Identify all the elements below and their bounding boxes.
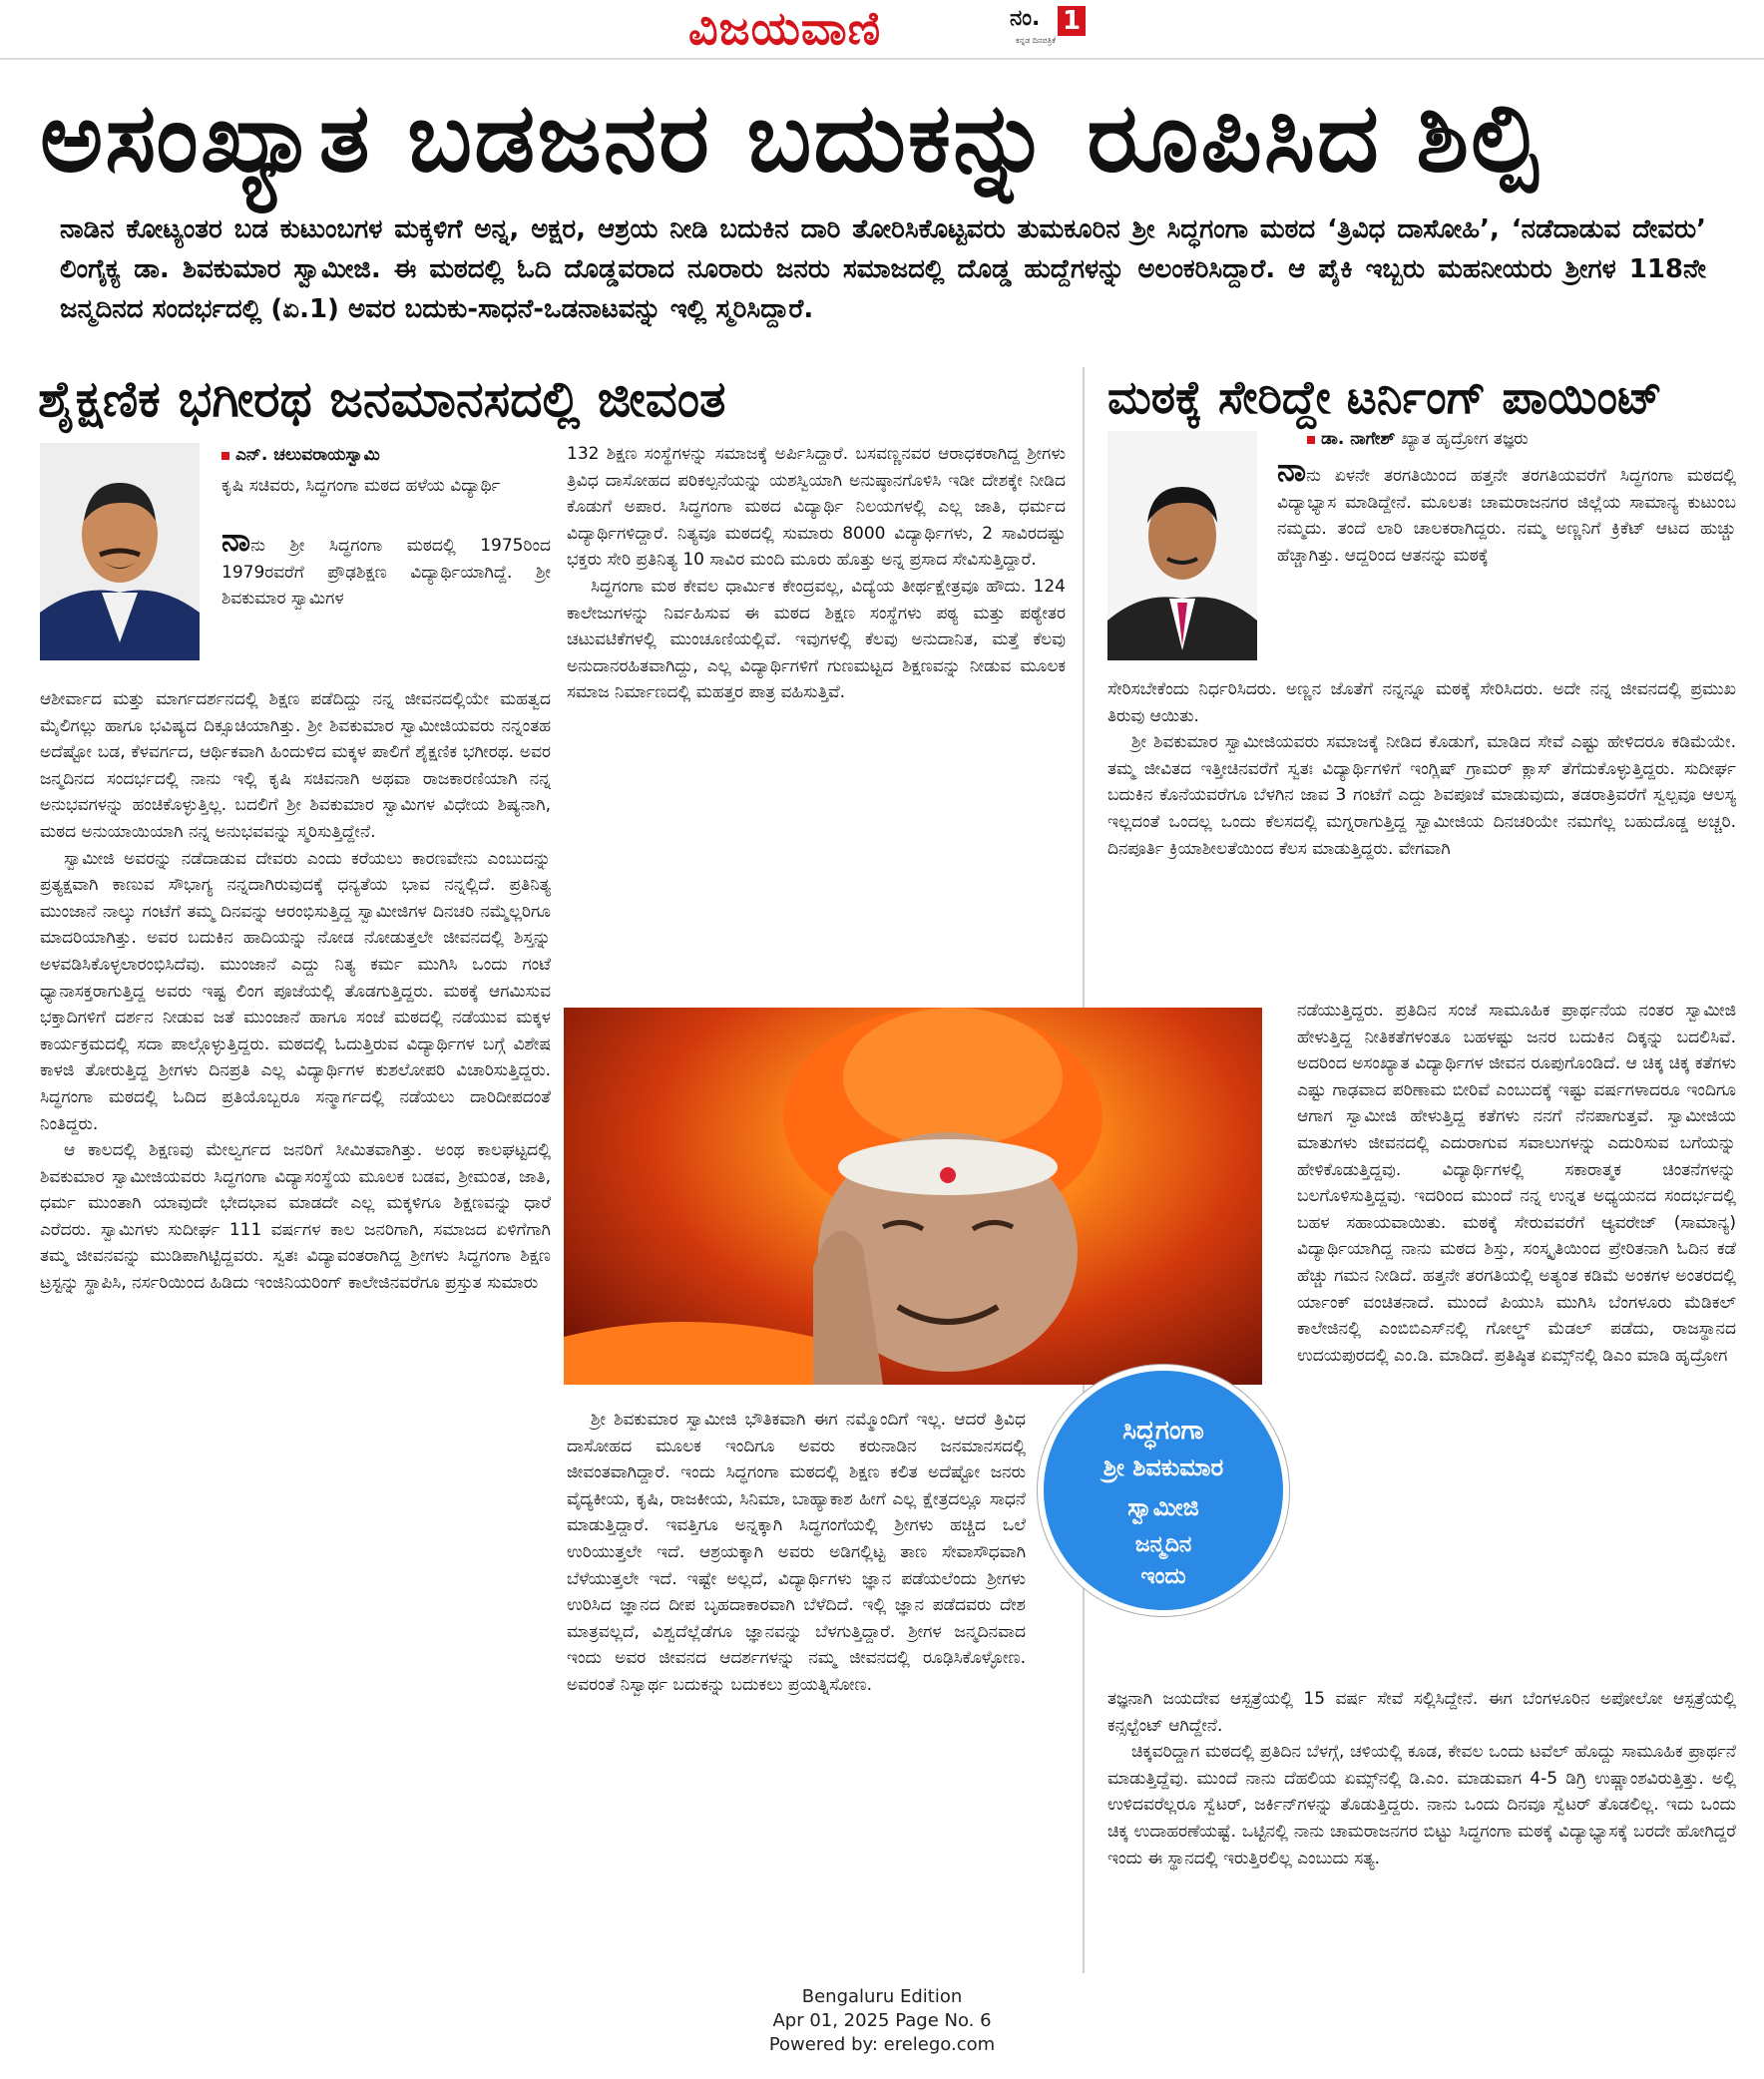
footer-powered-by: Powered by: erelego.com: [768, 2034, 996, 2055]
left-col1-para-3: ಆ ಕಾಲದಲ್ಲಿ ಶಿಕ್ಷಣವು ಮೇಲ್ವರ್ಗದ ಜನರಿಗೆ ಸೀಮಿತವಾಗಿತ್ತು. ಅಂಥ ಕಾಲಘಟ್ಟದಲ್ಲಿ ಶಿವಕುಮಾರ ಸ್ವಾಮೀಜಿಯವರು ಸಿದ್ಧಗಂಗಾ ವಿದ್ಯಾಸಂಸ್ಥೆಯ ಮೂಲಕ ಬಡವ, ಶ್ರೀಮಂತ, ಜಾತಿ, ಧರ್ಮ ಮುಂತಾಗಿ ಯಾವುದೇ ಭೇದಭಾವ ಮಾಡದೇ ಎಲ್ಲ ಮಕ್ಕಳಿಗೂ ಶಿಕ್ಷಣವನ್ನು ಧಾರೆ ಎರೆದರು. ಸ್ವಾಮಿಗಳು ಸುದೀರ್ಘ 111 ವರ್ಷಗಳ ಕಾಲ ಜನರಿಗಾಗಿ, ಸಮಾಜದ ಏಳಿಗೆಗಾಗಿ ತಮ್ಮ ಜೀವನವನ್ನು ಮುಡಿಪಾಗಿಟ್ಟಿದ್ದವರು. ಸ್ವತಃ ವಿದ್ಯಾವಂತರಾಗಿದ್ದ ಶ್ರೀಗಳು ಸಿದ್ಧಗಂಗಾ ಶಿಕ್ಷಣ ಟ್ರಸ್ಟನ್ನು ಸ್ಥಾಪಿಸಿ, ನರ್ಸರಿಯಿಂದ ಹಿಡಿದು ಇಂಜಿನಿಯರಿಂಗ್ ಕಾಲೇಜಿನವರೆಗೂ ಪ್ರಸ್ತುತ ಸುಮಾರು: [40, 1140, 551, 1294]
right-column-bottom: [1107, 1686, 1736, 1871]
newspaper-logo: ವಿಜಯವಾಣಿ: [688, 1, 882, 55]
right-para-2-end: ತಜ್ಞನಾಗಿ ಜಯದೇವ ಆಸ್ಪತ್ರೆಯಲ್ಲಿ 15 ವರ್ಷ ಸೇವೆ ಸಲ್ಲಿಸಿದ್ದೇನೆ. ಈಗ ಬೆಂಗಳೂರಿನ ಅಪೋಲೋ ಆಸ್ಪತ್ರೆಯಲ್ಲಿ ಕನ್ಸಲ್ಟೆಂಟ್ ಆಗಿದ್ದೇನೆ.: [1107, 1689, 1736, 1736]
byline-author: ಎನ್. ಚಲುವರಾಯಸ್ವಾಮಿ: [235, 445, 380, 465]
footer-date-page: Apr 01, 2025 Page No. 6: [772, 2010, 992, 2031]
right-drop-cap: ನಾ: [1277, 451, 1307, 489]
circle-line-3: ಸ್ವಾಮೀಜಿ: [1127, 1493, 1199, 1521]
right-lead-text: ನು ಏಳನೇ ತರಗತಿಯಿಂದ ಹತ್ತನೇ ತರಗತಿಯವರೆಗೆ ಸಿದ್ಧಗಂಗಾ ಮಠದಲ್ಲಿ ವಿದ್ಯಾಭ್ಯಾಸ ಮಾಡಿದ್ದೇನೆ. ಮೂಲತಃ ಚಾಮರಾಜನಗರ ಜಿಲ್ಲೆಯ ಸಾಮಾನ್ಯ ಕುಟುಂಬ ನಮ್ಮದು. ತಂದೆ ಲಾರಿ ಚಾಲಕರಾಗಿದ್ದರು. ನಮ್ಮ ಅಣ್ಣನಿಗೆ ಕ್ರಿಕೆಟ್ ಆಟದ ಹುಚ್ಚು ಹೆಚ್ಚಾಗಿತ್ತು. ಆದ್ದರಿಂದ ಆತನನ್ನು ಮಠಕ್ಕೆ: [1277, 466, 1736, 566]
left-byline-role: ಕೃಷಿ ಸಚಿವರು, ಸಿದ್ಧಗಂಗಾ ಮಠದ ಹಳೆಯ ವಿದ್ಯಾರ್ಥಿ: [221, 476, 501, 496]
byline-marker: [221, 452, 229, 460]
right-column-wide: [1107, 676, 1736, 862]
right-para-2: ಶ್ರೀ ಶಿವಕುಮಾರ ಸ್ವಾಮೀಜಿಯವರು ಸಮಾಜಕ್ಕೆ ನೀಡಿದ ಕೊಡುಗೆ, ಮಾಡಿದ ಸೇವೆ ಎಷ್ಟು ಹೇಳಿದರೂ ಕಡಿಮೆಯೇ. ತಮ್ಮ ಜೀವಿತದ ಇತ್ತೀಚಿನವರೆಗೆ ಸ್ವತಃ ವಿದ್ಯಾರ್ಥಿಗಳಿಗೆ ಇಂಗ್ಲಿಷ್ ಗ್ರಾಮರ್ ಕ್ಲಾಸ್ ತೆಗೆದುಕೊಳ್ಳುತ್ತಿದ್ದರು. ಸುದೀರ್ಘ ಬದುಕಿನ ಕೊನೆಯವರೆಗೂ ಬೆಳಗಿನ ಜಾವ 3 ಗಂಟೆಗೆ ಎದ್ದು ಶಿವಪೂಜೆ ಮಾಡುವುದು, ತಡರಾತ್ರಿವರೆಗೆ ಸ್ವಲ್ಪವೂ ಆಲಸ್ಯ ಇಲ್ಲದಂತೆ ಒಂದಲ್ಲ ಒಂದು ಕೆಲಸದಲ್ಲಿ ಮಗ್ನರಾಗುತ್ತಿದ್ದ ಸ್ವಾಮೀಜಿಯ ದಿನಚರಿಯೇ ನಮಗೆಲ್ಲ ಬಹುದೊಡ್ಡ ಅಚ್ಚರಿ. ದಿನಪೂರ್ತಿ ಕ್ರಿಯಾಶೀಲತೆಯಿಂದ ಕೆಲಸ ಮಾಡುತ್ತಿದ್ದರು. ವೇಗವಾಗಿ: [1107, 732, 1736, 859]
swamiji-photo: [564, 1008, 1262, 1385]
circle-line-4: ಜನ್ಮದಿನ: [1134, 1532, 1192, 1557]
right-byline: [1307, 429, 1746, 449]
masthead-divider: [0, 58, 1764, 60]
swamiji-illustration: [564, 1008, 1262, 1385]
left-drop-cap: ನಾ: [221, 521, 251, 559]
right-para-1-rest: ಸೇರಿಸಬೇಕೆಂದು ನಿರ್ಧರಿಸಿದರು. ಅಣ್ಣನ ಜೊತೆಗೆ ನನ್ನನ್ನೂ ಮಠಕ್ಕೆ ಸೇರಿಸಿದರು. ಅದೇ ನನ್ನ ಜೀವನದಲ್ಲಿ ಪ್ರಮುಖ ತಿರುವು ಆಯಿತು.: [1107, 679, 1736, 726]
left-col1-para-2: ಸ್ವಾಮೀಜಿ ಅವರನ್ನು ನಡೆದಾಡುವ ದೇವರು ಎಂದು ಕರೆಯಲು ಕಾರಣವೇನು ಎಂಬುದನ್ನು ಪ್ರತ್ಯಕ್ಷವಾಗಿ ಕಾಣುವ ಸೌಭಾಗ್ಯ ನನ್ನದಾಗಿರುವುದಕ್ಕೆ ಧನ್ಯತೆಯ ಭಾವ ನನ್ನಲ್ಲಿದೆ. ಪ್ರತಿನಿತ್ಯ ಮುಂಜಾನೆ ನಾಲ್ಕು ಗಂಟೆಗೆ ತಮ್ಮ ದಿನವನ್ನು ಆರಂಭಿಸುತ್ತಿದ್ದ ಸ್ವಾಮೀಜಿಗಳ ದಿನಚರಿ ನಮ್ಮೆಲ್ಲರಿಗೂ ಮಾದರಿಯಾಗಿತ್ತು. ಅವರ ಬದುಕಿನ ಹಾದಿಯನ್ನು ನೋಡ ನೋಡುತ್ತಲೇ ಜೀವನದಲ್ಲಿ ಶಿಸ್ತನ್ನು ಅಳವಡಿಸಿಕೊಳ್ಳಲಾರಂಭಿಸಿದೆವು. ಮುಂಜಾನೆ ಎದ್ದು ನಿತ್ಯ ಕರ್ಮ ಮುಗಿಸಿ ಒಂದು ಗಂಟೆ ಧ್ಯಾನಾಸಕ್ತರಾಗುತ್ತಿದ್ದ ಅವರು ಇಷ್ಟ ಲಿಂಗ ಪೂಜೆಯಲ್ಲಿ ತೊಡಗುತ್ತಿದ್ದರು. ಮಠಕ್ಕೆ ಆಗಮಿಸುವ ಭಕ್ತಾದಿಗಳಿಗೆ ದರ್ಶನ ನೀಡುವ ಜತೆ ಮುಂಜಾನೆ ಹಾಗೂ ಸಂಜೆ ಮಠದಲ್ಲಿ ನಡೆಯುವ ಮಕ್ಕಳ ಕಾರ್ಯಕ್ರಮದಲ್ಲಿ ಸದಾ ಪಾಲ್ಗೊಳ್ಳುತ್ತಿದ್ದರು. ಮಠದಲ್ಲಿ ಓದುತ್ತಿರುವ ವಿದ್ಯಾರ್ಥಿಗಳ ಬಗ್ಗೆ ವಿಶೇಷ ಕಾಳಜಿ ತೋರುತ್ತಿದ್ದ ಶ್ರೀಗಳು ದಿನಪ್ರತಿ ಎಲ್ಲ ವಿದ್ಯಾರ್ಥಿಗಳ ಕುಶಲೋಪರಿ ವಿಚಾರಿಸುತ್ತಿದ್ದರು. ಸಿದ್ಧಗಂಗಾ ಮಠದಲ್ಲಿ ಓದಿದ ಪ್ರತಿಯೊಬ್ಬರೂ ಸನ್ಮಾರ್ಗದಲ್ಲಿ ನಡೆಯಲು ದಾರಿದೀಪದಂತೆ ನಿಂತಿದ್ದರು.: [40, 848, 551, 1134]
footer-edition: Bengaluru Edition: [801, 1986, 963, 2007]
left-byline: [221, 445, 551, 465]
intro-paragraph: ನಾಡಿನ ಕೋಟ್ಯಂತರ ಬಡ ಕುಟುಂಬಗಳ ಮಕ್ಕಳಿಗೆ ಅನ್ನ, ಅಕ್ಷರ, ಆಶ್ರಯ ನೀಡಿ ಬದುಕಿನ ದಾರಿ ತೋರಿಸಿಕೊಟ್ಟವರು ತುಮಕೂರಿನ ಶ್ರೀ ಸಿದ್ಧಗಂಗಾ ಮಠದ ‘ತ್ರಿವಿಧ ದಾಸೋಹಿ’, ‘ನಡೆದಾಡುವ ದೇವರು’ ಲಿಂಗೈಕ್ಯ ಡಾ. ಶಿವಕುಮಾರ ಸ್ವಾಮೀಜಿ. ಈ ಮಠದಲ್ಲಿ ಓದಿ ದೊಡ್ಡವರಾದ ನೂರಾರು ಜನರು ಸಮಾಜದಲ್ಲಿ ದೊಡ್ಡ ಹುದ್ದೆಗಳನ್ನು ಅಲಂಕರಿಸಿದ್ದಾರೆ. ಆ ಪೈಕಿ ಇಬ್ಬರು ಮಹನೀಯರು ಶ್ರೀಗಳ 118ನೇ ಜನ್ಮದಿನದ ಸಂದರ್ಭದಲ್ಲಿ (ಏ.1) ಅವರ ಬದುಕು-ಸಾಧನೆ-ಒಡನಾಟವನ್ನು ಇಲ್ಲಿ ಸ್ಮರಿಸಿದ್ದಾರೆ.: [60, 214, 1706, 324]
left-column-2-bottom: [567, 1407, 1026, 1699]
left-article-lead: [221, 521, 551, 613]
left-col2-para-1: 132 ಶಿಕ್ಷಣ ಸಂಸ್ಥೆಗಳನ್ನು ಸಮಾಜಕ್ಕೆ ಅರ್ಪಿಸಿದ್ದಾರೆ. ಬಸವಣ್ಣನವರ ಆರಾಧಕರಾಗಿದ್ದ ಶ್ರೀಗಳು ತ್ರಿವಿಧ ದಾಸೋಹದ ಪರಿಕಲ್ಪನೆಯನ್ನು ಯಶಸ್ವಿಯಾಗಿ ಅನುಷ್ಠಾನಗೊಳಿಸಿ ಇಡೀ ದೇಶಕ್ಕೇ ನೀಡಿದ ಕೊಡುಗೆ ಅಪಾರ. ಸಿದ್ಧಗಂಗಾ ಮಠದ ವಿದ್ಯಾರ್ಥಿ ನಿಲಯಗಳಲ್ಲಿ ಎಲ್ಲ ಜಾತಿ, ಧರ್ಮದ ವಿದ್ಯಾರ್ಥಿಗಳಿದ್ದಾರೆ. ನಿತ್ಯವೂ ಮಠದಲ್ಲಿ ಸುಮಾರು 8000 ವಿದ್ಯಾರ್ಥಿಗಳು, 2 ಸಾವಿರದಷ್ಟು ಭಕ್ತರು ಸೇರಿ ಪ್ರತಿನಿತ್ಯ 10 ಸಾವಿರ ಮಂದಿ ಮೂರು ಹೊತ್ತು ಅನ್ನ ಪ್ರಸಾದ ಸೇವಿಸುತ್ತಿದ್ದಾರೆ.: [567, 444, 1066, 571]
badge-number: 1: [1058, 6, 1086, 36]
byline-marker-2: [1307, 436, 1315, 444]
left-lead-text: ನು ಶ್ರೀ ಸಿದ್ಧಗಂಗಾ ಮಠದಲ್ಲಿ 1975ರಿಂದ 1979ರವರೆಗೆ ಪ್ರೌಢಶಿಕ್ಷಣ ವಿದ್ಯಾರ್ಥಿಯಾಗಿದ್ದೆ. ಶ್ರೀ ಶಿವಕುಮಾರ ಸ್ವಾಮಿಗಳ: [221, 536, 551, 610]
right-article-heading: ಮಠಕ್ಕೆ ಸೇರಿದ್ದೇ ಟರ್ನಿಂಗ್ ಪಾಯಿಂಟ್: [1107, 370, 1662, 424]
left-col2-para-3: ಶ್ರೀ ಶಿವಕುಮಾರ ಸ್ವಾಮೀಜಿ ಭೌತಿಕವಾಗಿ ಈಗ ನಮ್ಮೊಂದಿಗೆ ಇಲ್ಲ. ಆದರೆ ತ್ರಿವಿಧ ದಾಸೋಹದ ಮೂಲಕ ಇಂದಿಗೂ ಅವರು ಕರುನಾಡಿನ ಜನಮಾನಸದಲ್ಲಿ ಜೀವಂತವಾಗಿದ್ದಾರೆ. ಇಂದು ಸಿದ್ಧಗಂಗಾ ಮಠದಲ್ಲಿ ಶಿಕ್ಷಣ ಕಲಿತ ಅದೆಷ್ಟೋ ಜನರು ವೈದ್ಯಕೀಯ, ಕೃಷಿ, ರಾಜಕೀಯ, ಸಿನಿಮಾ, ಬಾಹ್ಯಾಕಾಶ ಹೀಗೆ ಎಲ್ಲ ಕ್ಷೇತ್ರದಲ್ಲೂ ಸಾಧನೆ ಮಾಡುತ್ತಿದ್ದಾರೆ. ಇವತ್ತಿಗೂ ಅನ್ನಕ್ಕಾಗಿ ಸಿದ್ಧಗಂಗೆಯಲ್ಲಿ ಶ್ರೀಗಳು ಹಚ್ಚಿದ ಒಲೆ ಉರಿಯುತ್ತಲೇ ಇದೆ. ಆಶ್ರಯಕ್ಕಾಗಿ ಅವರು ಅಡಿಗಲ್ಲಿಟ್ಟ ತಾಣ ಸೇವಾಸೌಧವಾಗಿ ಬೆಳೆಯುತ್ತಲೇ ಇದೆ. ಇಷ್ಟೇ ಅಲ್ಲದೆ, ವಿದ್ಯಾರ್ಥಿಗಳು ಜ್ಞಾನ ಪಡೆಯಲೆಂದು ಶ್ರೀಗಳು ಉರಿಸಿದ ಜ್ಞಾನದ ದೀಪ ಬೃಹದಾಕಾರವಾಗಿ ಬೆಳೆದಿದೆ. ಇಲ್ಲಿ ಜ್ಞಾನ ಪಡೆದವರು ದೇಶ ಮಾತ್ರವಲ್ಲದೆ, ವಿಶ್ವದೆಲ್ಲೆಡೆಗೂ ಜ್ಞಾನವನ್ನು ಬೆಳಗುತ್ತಿದ್ದಾರೆ. ಶ್ರೀಗಳ ಜನ್ಮದಿನವಾದ ಇಂದು ಅವರ ಜೀವನದ ಆದರ್ಶಗಳನ್ನು ನಮ್ಮ ಜೀವನದಲ್ಲಿ ರೂಢಿಸಿಕೊಳ್ಳೋಣ. ಅವರಂತೆ ನಿಸ್ವಾರ್ಥ ಬದುಕನ್ನು ಬದುಕಲು ಪ್ರಯತ್ನಿಸೋಣ.: [567, 1410, 1026, 1695]
left-column-2-top: [567, 441, 1066, 706]
right-para-2-narrow: ನಡೆಯುತ್ತಿದ್ದರು. ಪ್ರತಿದಿನ ಸಂಜೆ ಸಾಮೂಹಿಕ ಪ್ರಾರ್ಥನೆಯ ನಂತರ ಸ್ವಾಮೀಜಿ ಹೇಳುತ್ತಿದ್ದ ನೀತಿಕತೆಗಳಂತೂ ಬಹಳಷ್ಟು ಜನರ ಬದುಕಿನ ದಿಕ್ಕನ್ನು ಬದಲಿಸಿವೆ. ಅದರಿಂದ ಅಸಂಖ್ಯಾತ ವಿದ್ಯಾರ್ಥಿಗಳ ಜೀವನ ರೂಪುಗೊಂಡಿದೆ. ಆ ಚಿಕ್ಕ ಚಿಕ್ಕ ಕತೆಗಳು ಎಷ್ಟು ಗಾಢವಾದ ಪರಿಣಾಮ ಬೀರಿವೆ ಎಂಬುದಕ್ಕೆ ಇಷ್ಟು ವರ್ಷಗಳಾದರೂ ಇಂದಿಗೂ ಆಗಾಗ ಸ್ವಾಮೀಜಿ ಹೇಳುತ್ತಿದ್ದ ಕತೆಗಳು ನನಗೆ ನೆನಪಾಗುತ್ತವೆ. ಸ್ವಾಮೀಜಿಯ ಮಾತುಗಳು ಜೀವನದಲ್ಲಿ ಎದುರಾಗುವ ಸವಾಲುಗಳನ್ನು ಎದುರಿಸುವ ಬಗೆಯನ್ನು ಹೇಳಿಕೊಡುತ್ತಿದ್ದವು. ವಿದ್ಯಾರ್ಥಿಗಳಲ್ಲಿ ಸಕಾರಾತ್ಮಕ ಚಿಂತನೆಗಳನ್ನು ಬಲಗೊಳಿಸುತ್ತಿದ್ದವು. ಇದರಿಂದ ಮುಂದೆ ನನ್ನ ಉನ್ನತ ಅಧ್ಯಯನದ ಸಂದರ್ಭದಲ್ಲಿ ಬಹಳ ಸಹಾಯವಾಯಿತು. ಮಠಕ್ಕೆ ಸೇರುವವರೆಗೆ ಆ್ಯವರೇಜ್ (ಸಾಮಾನ್ಯ) ವಿದ್ಯಾರ್ಥಿಯಾಗಿದ್ದ ನಾನು ಮಠದ ಶಿಸ್ತು, ಸಂಸ್ಕೃತಿಯಿಂದ ಪ್ರೇರಿತನಾಗಿ ಓದಿನ ಕಡೆ ಹೆಚ್ಚು ಗಮನ ನೀಡಿದೆ. ಹತ್ತನೇ ತರಗತಿಯಲ್ಲಿ ಅತ್ಯಂತ ಕಡಿಮೆ ಅಂಕಗಳ ಅಂತರದಲ್ಲಿ ರ್ಯಾಂಕ್ ವಂಚಿತನಾದೆ. ಮುಂದೆ ಪಿಯುಸಿ ಮುಗಿಸಿ ಬೆಂಗಳೂರು ಮೆಡಿಕಲ್ ಕಾಲೇಜಿನಲ್ಲಿ ಎಂಬಿಬಿಎಸ್‌ನಲ್ಲಿ ಗೋಲ್ಡ್ ಮೆಡಲ್ ಪಡೆದು, ರಾಜಸ್ಥಾನದ ಉದಯಪುರದಲ್ಲಿ ಎಂ.ಡಿ. ಮಾಡಿದೆ. ಪ್ರತಿಷ್ಠಿತ ಏಮ್ಸ್‌ನಲ್ಲಿ ಡಿಎಂ ಮಾಡಿ ಹೃದ್ರೋಗ: [1297, 1001, 1736, 1366]
left-col2-para-2: ಸಿದ್ಧಗಂಗಾ ಮಠ ಕೇವಲ ಧಾರ್ಮಿಕ ಕೇಂದ್ರವಲ್ಲ, ವಿದ್ಯೆಯ ತೀರ್ಥಕ್ಷೇತ್ರವೂ ಹೌದು. 124 ಕಾಲೇಜುಗಳನ್ನು ನಿರ್ವಹಿಸುವ ಈ ಮಠದ ಶಿಕ್ಷಣ ಸಂಸ್ಥೆಗಳು ಪಠ್ಯ ಮತ್ತು ಪಠ್ಯೇತರ ಚಟುವಟಿಕೆಗಳಲ್ಲಿ ಮುಂಚೂಣಿಯಲ್ಲಿವೆ. ಇವುಗಳಲ್ಲಿ ಕೆಲವು ಅನುದಾನಿತ, ಮತ್ತೆ ಕೆಲವು ಅನುದಾನರಹಿತವಾಗಿದ್ದು, ಎಲ್ಲ ವಿದ್ಯಾರ್ಥಿಗಳಿಗೆ ಗುಣಮಟ್ಟದ ಶಿಕ್ಷಣವನ್ನು ನೀಡುವ ಮೂಲಕ ಸಮಾಜ ನಿರ್ಮಾಣದಲ್ಲಿ ಮಹತ್ತರ ಪಾತ್ರ ವಹಿಸುತ್ತಿವೆ.: [567, 576, 1066, 703]
birthday-circle-badge: [1038, 1365, 1289, 1616]
portrait-illustration-2: [1107, 431, 1257, 660]
right-column-narrow: [1297, 998, 1736, 1369]
circle-line-5: ಇಂದು: [1140, 1564, 1186, 1589]
portrait-illustration: [40, 443, 200, 660]
author-photo-nagesh: [1107, 431, 1257, 660]
author-photo-chaluvarayaswamy: [40, 443, 200, 660]
badge-subtitle: ಕನ್ನಡ ದಿನಪತ್ರಿಕೆ: [1016, 36, 1057, 45]
right-article-lead: [1277, 451, 1736, 569]
circle-line-1: ಸಿದ್ಧಗಂಗಾ: [1122, 1416, 1204, 1446]
circle-line-2: ಶ್ರೀ ಶಿವಕುಮಾರ: [1102, 1454, 1224, 1481]
main-headline: ಅಸಂಖ್ಯಾತ ಬಡಜನರ ಬದುಕನ್ನು ರೂಪಿಸಿದ ಶಿಲ್ಪಿ: [40, 82, 1542, 194]
left-article-heading: ಶೈಕ್ಷಣಿಕ ಭಗೀರಥ ಜನಮಾನಸದಲ್ಲಿ ಜೀವಂತ: [38, 370, 726, 428]
masthead: [0, 0, 1764, 58]
badge-text: ನಂ.: [1010, 6, 1041, 31]
byline-role-2: ಖ್ಯಾತ ಹೃದ್ರೋಗ ತಜ್ಞರು: [1401, 429, 1529, 449]
left-column-1: [40, 686, 551, 1297]
left-col1-para-1: ಆಶೀರ್ವಾದ ಮತ್ತು ಮಾರ್ಗದರ್ಶನದಲ್ಲಿ ಶಿಕ್ಷಣ ಪಡೆದಿದ್ದು ನನ್ನ ಜೀವನದಲ್ಲಿಯೇ ಮಹತ್ವದ ಮೈಲಿಗಲ್ಲು ಹಾಗೂ ಭವಿಷ್ಯದ ದಿಕ್ಸೂಚಿಯಾಗಿತ್ತು. ಶ್ರೀ ಶಿವಕುಮಾರ ಸ್ವಾಮೀಜಿಯವರು ನನ್ನಂತಹ ಅದೆಷ್ಟೋ ಬಡ, ಕೆಳವರ್ಗದ, ಆರ್ಥಿಕವಾಗಿ ಹಿಂದುಳಿದ ಮಕ್ಕಳ ಪಾಲಿಗೆ ಶೈಕ್ಷಣಿಕ ಭಗೀರಥ. ಅವರ ಜನ್ಮದಿನದ ಸಂದರ್ಭದಲ್ಲಿ ನಾನು ಇಲ್ಲಿ ಕೃಷಿ ಸಚಿವನಾಗಿ ಅಥವಾ ರಾಜಕಾರಣಿಯಾಗಿ ನನ್ನ ಅನುಭವಗಳನ್ನು ಹಂಚಿಕೊಳ್ಳುತ್ತಿಲ್ಲ. ಬದಲಿಗೆ ಶ್ರೀ ಶಿವಕುಮಾರ ಸ್ವಾಮಿಗಳ ವಿಧೇಯ ಶಿಷ್ಯನಾಗಿ, ಮಠದ ಅನುಯಾಯಿಯಾಗಿ ನನ್ನ ಅನುಭವವನ್ನು ಸ್ಮರಿಸುತ್ತಿದ್ದೇನೆ.: [40, 689, 551, 842]
number-one-badge: [1010, 6, 1090, 46]
page-footer: [0, 1985, 1764, 2057]
right-para-3: ಚಿಕ್ಕವರಿದ್ದಾಗ ಮಠದಲ್ಲಿ ಪ್ರತಿದಿನ ಬೆಳಗ್ಗೆ, ಚಳಿಯಲ್ಲಿ ಕೂಡ, ಕೇವಲ ಒಂದು ಟವೆಲ್ ಹೊದ್ದು ಸಾಮೂಹಿಕ ಪ್ರಾರ್ಥನೆ ಮಾಡುತ್ತಿದ್ದೆವು. ಮುಂದೆ ನಾನು ದೆಹಲಿಯ ಏಮ್ಸ್‌ನಲ್ಲಿ ಡಿ.ಎಂ. ಮಾಡುವಾಗ 4-5 ಡಿಗ್ರಿ ಉಷ್ಣಾಂಶವಿರುತ್ತಿತ್ತು. ಅಲ್ಲಿ ಉಳಿದವರೆಲ್ಲರೂ ಸ್ವೆಟರ್, ಜರ್ಕಿನ್‌ಗಳನ್ನು ತೊಡುತ್ತಿದ್ದರು. ನಾನು ಒಂದು ದಿನವೂ ಸ್ವೆಟರ್ ತೊಡಲಿಲ್ಲ. ಇದು ಒಂದು ಚಿಕ್ಕ ಉದಾಹರಣೆಯಷ್ಟೆ. ಒಟ್ಟಿನಲ್ಲಿ ನಾನು ಚಾಮರಾಜನಗರ ಬಿಟ್ಟು ಸಿದ್ಧಗಂಗಾ ಮಠಕ್ಕೆ ವಿದ್ಯಾಭ್ಯಾಸಕ್ಕೆ ಬರದೇ ಹೋಗಿದ್ದರೆ ಇಂದು ಈ ಸ್ಥಾನದಲ್ಲಿ ಇರುತ್ತಿರಲಿಲ್ಲ ಎಂಬುದು ಸತ್ಯ.: [1107, 1742, 1736, 1869]
byline-author-2: ಡಾ. ನಾಗೇಶ್: [1321, 429, 1396, 449]
